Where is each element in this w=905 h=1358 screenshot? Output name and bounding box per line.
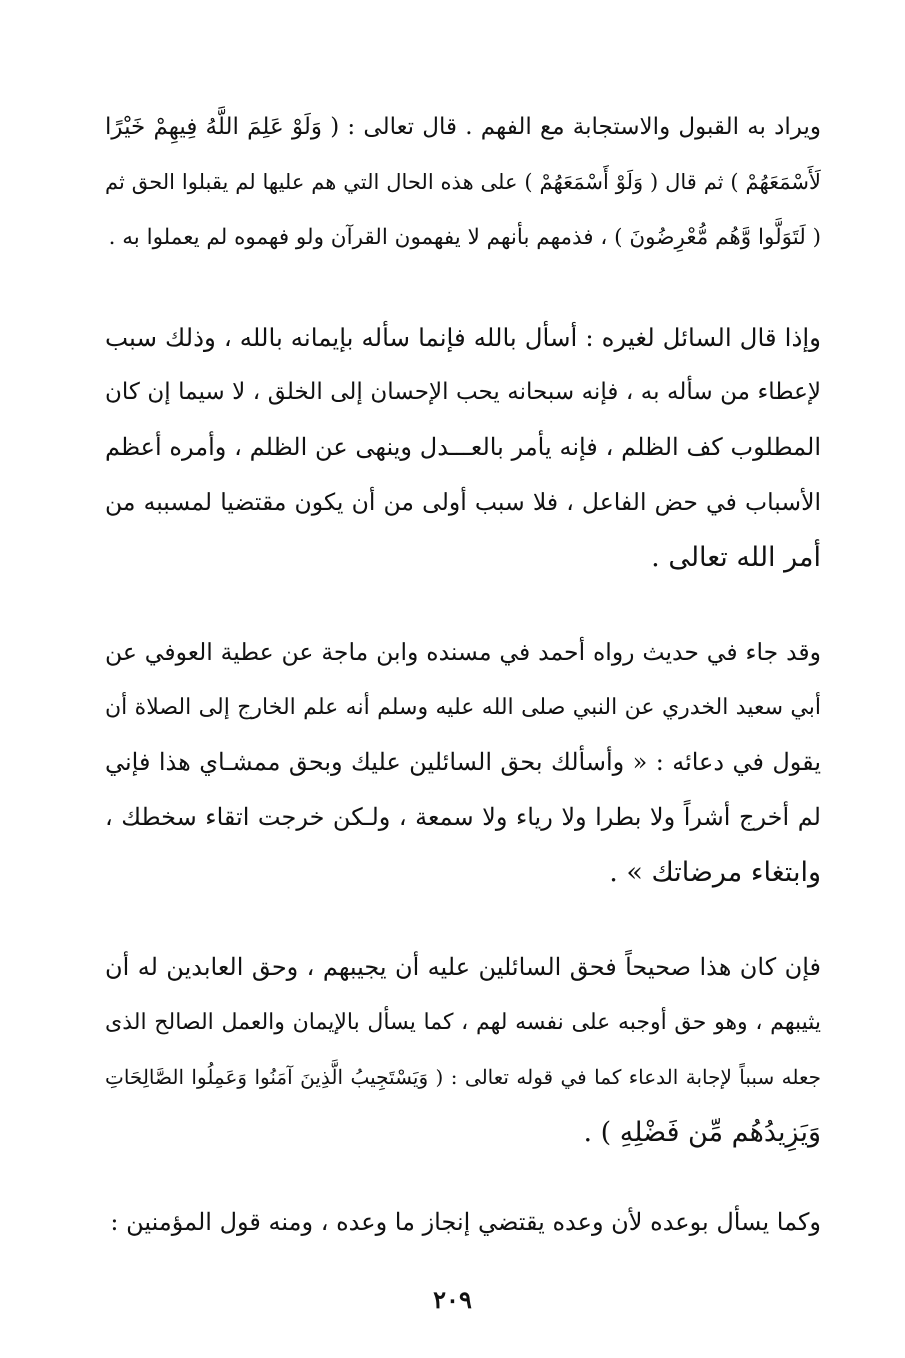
text-line: أبي سعيد الخدري عن النبي صلى الله عليه وسلم أنه علم الخارج إلى الصلاة أن <box>105 695 821 720</box>
text-line: وابتغاء مرضاتك » . <box>609 857 821 888</box>
text-line: الأسباب في حض الفاعل ، فلا سبب أولى من أن يكون مقتضيا لمسببه من <box>105 488 821 516</box>
text-line: ويراد به القبول والاستجابة مع الفهم . قال تعالى : ( وَلَوْ عَلِمَ اللَّهُ فِيهِمْ خَيْرًا <box>105 114 821 140</box>
text-line: وكما يسأل بوعده لأن وعده يقتضي إنجاز ما وعده ، ومنه قول المؤمنين : <box>110 1208 821 1236</box>
paragraph-1 <box>105 100 821 265</box>
text-line: ( لَتَوَلَّوا وَّهُم مُّعْرِضُونَ ) ، فذمهم بأنهم لا يفهمون القرآن ولو فهموه لم يعملوا به . <box>108 225 821 250</box>
text-line: المطلوب كف الظلم ، فإنه يأمر بالعـــدل وينهى عن الظلم ، وأمره أعظم <box>105 433 821 461</box>
paragraph-3 <box>105 625 821 900</box>
text-line: يقول في دعائه : « وأسألك بحق السائلين عليك وبحق ممشـاي هذا فإني <box>105 748 821 776</box>
paragraph-4 <box>105 940 821 1160</box>
text-line: وقد جاء في حديث رواه أحمد في مسنده وابن ماجة عن عطية العوفي عن <box>105 638 821 666</box>
text-line: وَيَزِيدُهُم مِّن فَضْلِهِ ) . <box>583 1117 821 1148</box>
text-line: لإعطاء من سأله به ، فإنه سبحانه يحب الإحسان إلى الخلق ، لا سيما إن كان <box>105 379 821 405</box>
text-line: أمر الله تعالى . <box>651 542 821 573</box>
paragraph-5 <box>105 1195 821 1250</box>
text-line: فإن كان هذا صحيحاً فحق السائلين عليه أن يجيبهم ، وحق العابدين له أن <box>105 953 821 981</box>
text-line: لم أخرج أشراً ولا بطرا ولا رياء ولا سمعة ، ولـكن خرجت اتقاء سخطك ، <box>105 803 821 831</box>
text-line: لَأَسْمَعَهُمْ ) ثم قال ( وَلَوْ أَسْمَعَهُمْ ) على هذه الحال التي هم عليها لم يقبلوا الحق ثم <box>105 170 821 194</box>
text-line: جعله سبباً لإجابة الدعاء كما في قوله تعالى : ( وَيَسْتَجِيبُ الَّذِينَ آمَنُوا وَعَمِلُوا الصَّالِحَاتِ <box>105 1065 821 1089</box>
paragraph-2 <box>105 310 821 585</box>
page-number: ٢٠٩ <box>433 1285 472 1314</box>
text-line: يثيبهم ، وهو حق أوجبه على نفسه لهم ، كما يسأل بالإيمان والعمل الصالح الذى <box>105 1010 821 1035</box>
text-line: وإذا قال السائل لغيره : أسأل بالله فإنما سأله بإيمانه بالله ، وذلك سبب <box>105 323 821 352</box>
